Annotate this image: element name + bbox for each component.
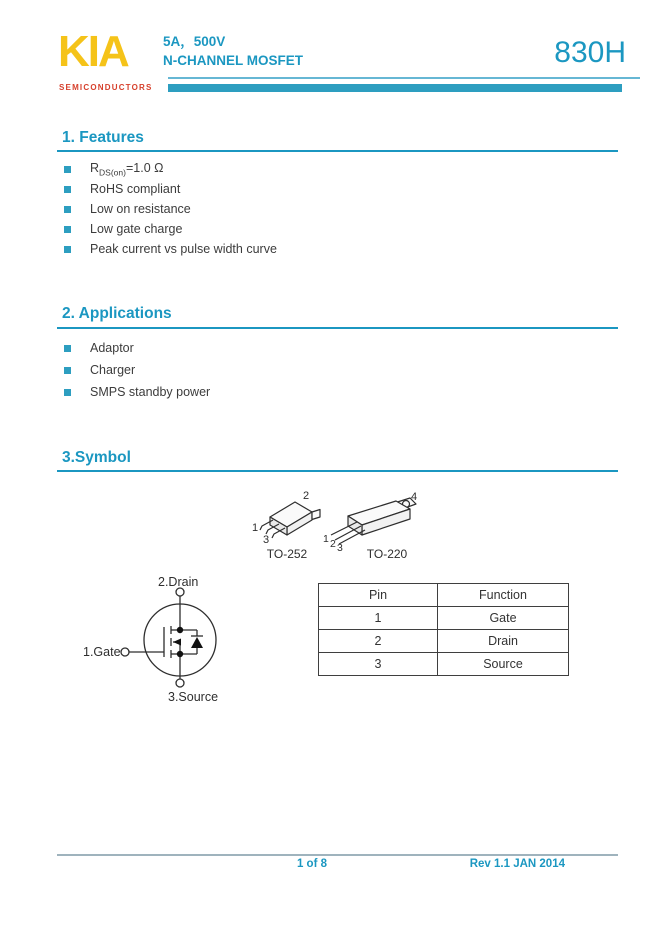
feature-item-label: Low gate charge (90, 222, 183, 236)
function-cell: Drain (438, 630, 569, 653)
application-item (64, 359, 210, 381)
symbol-rule (57, 470, 618, 472)
product-title-line2: N-CHANNEL MOSFET (163, 53, 303, 68)
pin-cell: 1 (319, 607, 438, 630)
to220-package-label: TO-220 (366, 547, 408, 561)
feature-item (64, 239, 277, 259)
feature-item-label: RoHS compliant (90, 182, 181, 196)
feature-item-label: Low on resistance (90, 202, 191, 216)
feature-item (64, 219, 277, 239)
features-list (64, 159, 277, 259)
bullet-icon (64, 206, 71, 213)
table-row (319, 653, 569, 676)
product-title (163, 32, 303, 70)
gate-label: 1.Gate (83, 645, 121, 659)
to220-pin2-label: 2 (330, 538, 336, 550)
features-rule (57, 150, 618, 152)
product-title-line1: 5A，500V (163, 34, 226, 49)
feature-item-label: Peak current vs pulse width curve (90, 242, 277, 256)
pin-cell: 2 (319, 630, 438, 653)
to252-drawing (260, 502, 320, 538)
footer-rule (57, 854, 618, 856)
application-item-label: Adaptor (90, 341, 134, 355)
to220-pin3-label: 3 (337, 542, 343, 554)
to220-pin4-label: 4 (411, 491, 418, 503)
symbol-heading: 3.Symbol (62, 449, 131, 466)
bullet-icon (64, 246, 71, 253)
function-cell: Gate (438, 607, 569, 630)
gate-terminal (121, 648, 129, 656)
feature-item (64, 179, 277, 199)
function-column-header: Function (438, 584, 569, 607)
bullet-icon (64, 226, 71, 233)
source-junction-dot (177, 651, 183, 657)
feature-item (64, 199, 277, 219)
features-heading: 1. Features (62, 129, 144, 146)
applications-rule (57, 327, 618, 329)
body-diode-icon (191, 637, 203, 648)
pin-cell: 3 (319, 653, 438, 676)
kia-logo: KIA (58, 27, 128, 76)
applications-heading: 2. Applications (62, 305, 172, 322)
function-cell: Source (438, 653, 569, 676)
to252-package-label: TO-252 (266, 547, 308, 561)
table-row (319, 607, 569, 630)
bullet-icon (64, 186, 71, 193)
pin-table (318, 583, 569, 676)
mosfet-schematic (70, 572, 320, 707)
drain-terminal (176, 588, 184, 596)
drain-label: 2.Drain (158, 575, 199, 589)
applications-list (64, 337, 210, 403)
page-number: 1 of 8 (296, 858, 328, 870)
bullet-icon (64, 367, 71, 374)
part-number: 830H (554, 36, 626, 69)
application-item-label: Charger (90, 363, 136, 377)
to252-pin1-label: 1 (252, 522, 259, 534)
feature-item-label: $R_{DS(on)}=1.0$ Ω (90, 160, 164, 178)
application-item (64, 381, 210, 403)
feature-item-rds (64, 159, 277, 179)
header-bar (168, 84, 622, 92)
to220-pin1-label: 1 (323, 533, 329, 545)
pin-column-header: Pin (319, 584, 438, 607)
package-drawings (235, 483, 460, 563)
source-terminal (176, 679, 184, 687)
to252-pin3-label: 3 (263, 534, 270, 546)
bullet-icon (64, 345, 71, 352)
table-row (319, 630, 569, 653)
application-item-label: SMPS standby power (90, 385, 211, 399)
to220-drawing (331, 498, 416, 544)
body-arrow-icon (173, 639, 181, 646)
header-thin-rule (168, 77, 640, 79)
brand-subtitle: SEMICONDUCTORS (59, 83, 153, 92)
drain-junction-dot (177, 627, 183, 633)
bullet-icon (64, 389, 71, 396)
application-item (64, 337, 210, 359)
to252-pin2-label: 2 (303, 490, 310, 502)
pin-table-header-row (319, 584, 569, 607)
bullet-icon (64, 166, 71, 173)
source-label: 3.Source (168, 690, 219, 704)
revision-info: Rev 1.1 JAN 2014 (469, 858, 565, 870)
